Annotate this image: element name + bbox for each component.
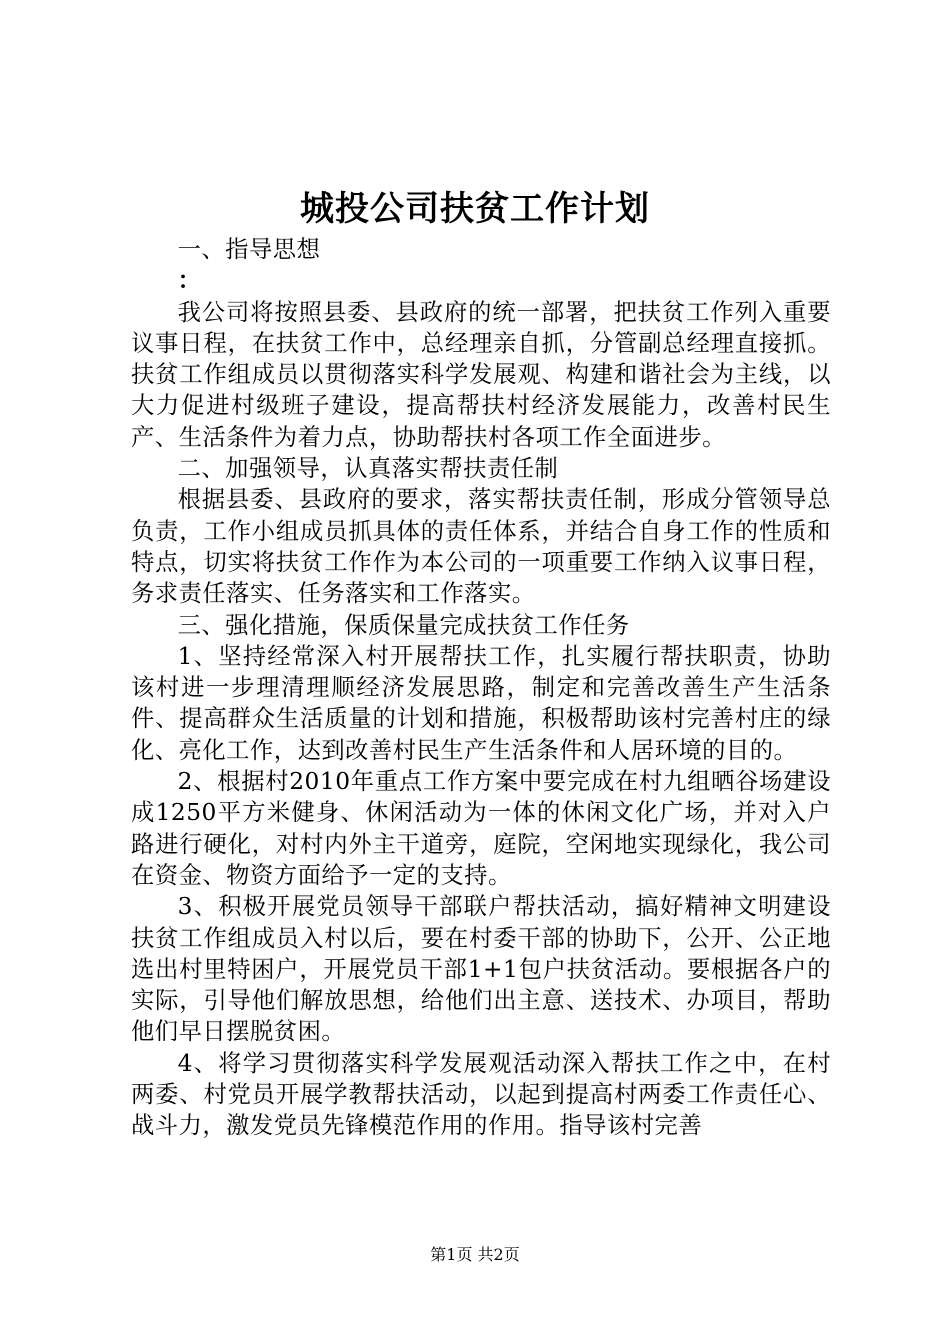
page-footer: 第1页 共2页: [430, 1245, 520, 1264]
paragraph-item-1: 1、坚持经常深入村开展帮扶工作，扎实履行帮扶职责，协助该村进一步理清理顺经济发展思路，制定和完善改善生产生活条件、提高群众生活质量的计划和措施，积极帮助该村完善村庄的绿化、亮化工作，达到改善村民生产生活条件和人居环境的目的。: [131, 642, 831, 764]
paragraph-item-4: 4、将学习贯彻落实科学发展观活动深入帮扶工作之中，在村两委、村党员开展学教帮扶活动，以起到提高村两委工作责任心、战斗力，激发党员先锋模范作用的作用。指导该村完善: [131, 1049, 831, 1140]
section-heading-1: 一、指导思想: [177, 236, 321, 263]
section-heading-2: 二、加强领导，认真落实帮扶责任制: [177, 455, 559, 483]
paragraph-item-3: 3、积极开展党员领导干部联户帮扶活动，搞好精神文明建设扶贫工作组成员入村以后，要在村委干部的协助下，公开、公正地选出村里特困户，开展党员干部1+1包户扶贫活动。要根据各户的实际，引导他们解放思想，给他们出主意、送技术、办项目，帮助他们早日摆脱贫困。: [131, 893, 831, 1046]
document-title: 城投公司扶贫工作计划: [300, 189, 650, 229]
paragraph-2: 根据县委、县政府的要求，落实帮扶责任制，形成分管领导总负责，工作小组成员抓具体的责任体系，并结合自身工作的性质和特点，切实将扶贫工作作为本公司的一项重要工作纳入议事日程，务求责任落实、任务落实和工作落实。: [131, 486, 831, 608]
document-body: [131, 234, 831, 1142]
colon-line: ：: [177, 267, 202, 295]
paragraph-item-2: 2、根据村2010年重点工作方案中要完成在村九组晒谷场建设成1250平方米健身、休闲活动为一体的休闲文化广场，并对入户路进行硬化，对村内外主干道旁，庭院，空闲地实现绿化，我公司在资金、物资方面给予一定的支持。: [131, 768, 831, 889]
section-heading-3: 三、强化措施，保质保量完成扶贫工作任务: [177, 611, 630, 639]
paragraph-1: 我公司将按照县委、县政府的统一部署，把扶贫工作列入重要议事日程，在扶贫工作中，总经理亲自抓，分管副总经理直接抓。扶贫工作组成员以贯彻落实科学发展观、构建和谐社会为主线，以大力促进村级班子建设，提高帮扶村经济发展能力，改善村民生产、生活条件为着力点，协助帮扶村各项工作全面进步。: [131, 298, 831, 451]
